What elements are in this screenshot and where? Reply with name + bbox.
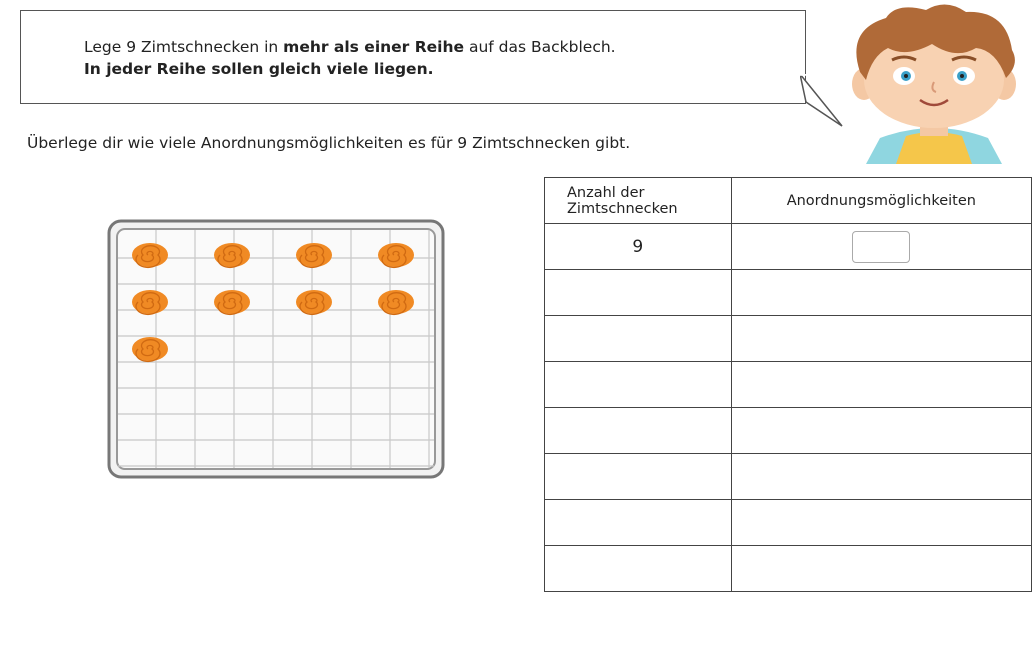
- arrangement-cell[interactable]: [731, 408, 1031, 454]
- table-row: [545, 270, 1032, 316]
- arrangement-cell[interactable]: [731, 270, 1031, 316]
- header-arrangements: Anordnungsmöglichkeiten: [731, 178, 1031, 224]
- table-row: [545, 408, 1032, 454]
- count-cell[interactable]: [545, 270, 732, 316]
- count-cell[interactable]: [545, 316, 732, 362]
- task-text: [84, 36, 616, 80]
- count-cell[interactable]: [545, 362, 732, 408]
- header-count: Anzahl der Zimtschnecken: [545, 178, 732, 224]
- count-cell[interactable]: [545, 408, 732, 454]
- table-row: [545, 454, 1032, 500]
- table-row: [545, 362, 1032, 408]
- answer-input-box[interactable]: [852, 231, 910, 263]
- arrangement-cell[interactable]: [731, 500, 1031, 546]
- count-cell[interactable]: [545, 546, 732, 592]
- table-row: [545, 316, 1032, 362]
- task-line-1: Lege 9 Zimtschnecken in mehr als einer Reihe auf das Backblech.: [84, 38, 616, 56]
- count-cell: 9: [545, 224, 732, 270]
- table-header-row: [545, 178, 1032, 224]
- table-row: [545, 224, 1032, 270]
- arrangement-table: [544, 177, 1032, 592]
- baking-tray: [106, 218, 448, 480]
- arrangement-cell[interactable]: [731, 546, 1031, 592]
- arrangement-cell[interactable]: [731, 316, 1031, 362]
- table-row: [545, 546, 1032, 592]
- table-row: [545, 500, 1032, 546]
- arrangement-cell[interactable]: [731, 362, 1031, 408]
- count-cell[interactable]: [545, 454, 732, 500]
- task-line-2: In jeder Reihe sollen gleich viele liegen.: [84, 60, 434, 78]
- boy-character: [836, 0, 1032, 164]
- count-cell[interactable]: [545, 500, 732, 546]
- instruction-text: Überlege dir wie viele Anordnungsmöglichkeiten es für 9 Zimtschnecken gibt.: [27, 134, 631, 152]
- arrangement-cell[interactable]: [731, 454, 1031, 500]
- arrangement-cell: [731, 224, 1031, 270]
